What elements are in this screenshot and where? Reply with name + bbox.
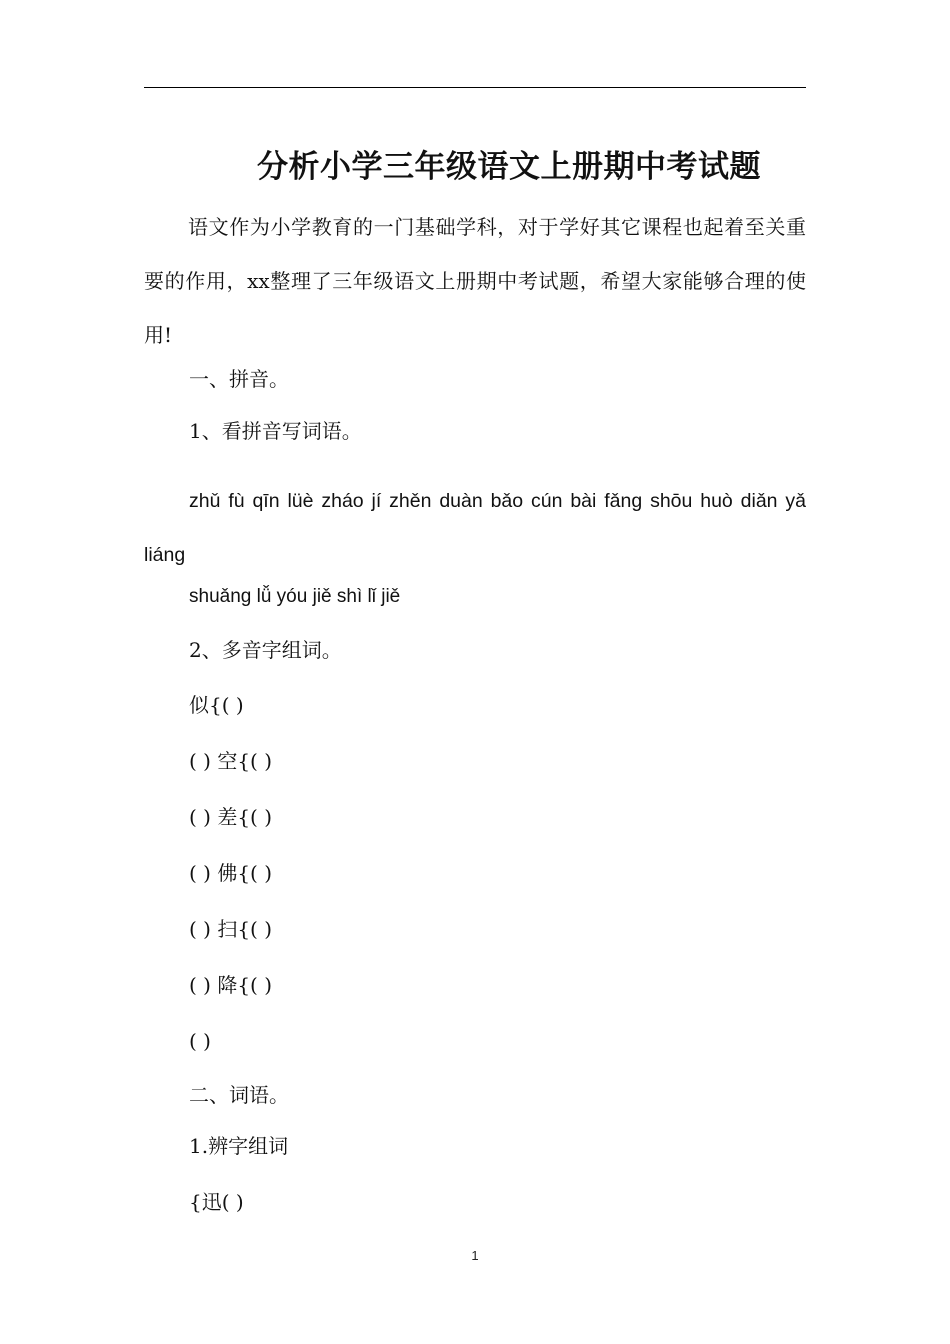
polyphone-line: ( ) [189, 1029, 211, 1053]
pinyin-line: shuǎng lǚ yóu jiě shì lǐ jiě [189, 586, 401, 607]
polyphone-line: ( ) 扫{( ) [189, 917, 273, 941]
question-heading-distinguish: 1.辨字组词 [189, 1134, 289, 1158]
question-heading-write-words: 1、看拼音写词语。 [189, 419, 362, 443]
header-rule [144, 87, 806, 88]
document-title: 分析小学三年级语文上册期中考试题 [257, 148, 761, 185]
question-heading-polyphone: 2、多音字组词。 [189, 638, 342, 662]
page-number: 1 [471, 1248, 479, 1263]
polyphone-line: ( ) 差{( ) [189, 805, 273, 829]
polyphone-line: 似{( ) [189, 693, 244, 717]
intro-paragraph: 语文作为小学教育的一门基础学科，对于学好其它课程也起着至关重要的作用，xx整理了三年级语文上册期中考试题，希望大家能够合理的使用! [144, 215, 806, 347]
polyphone-line: ( ) 佛{( ) [189, 861, 273, 885]
pinyin-line: zhǔ fù qīn lüè zháo jí zhěn duàn bǎo cún bài fǎng shōu huò diǎn yǎ liáng [144, 490, 806, 566]
polyphone-line: ( ) 降{( ) [189, 973, 273, 997]
section-heading-pinyin: 一、拼音。 [189, 367, 289, 391]
section-heading-words: 二、词语。 [189, 1083, 289, 1107]
distinguish-line: {迅( ) [189, 1190, 244, 1214]
polyphone-line: ( ) 空{( ) [189, 749, 273, 773]
